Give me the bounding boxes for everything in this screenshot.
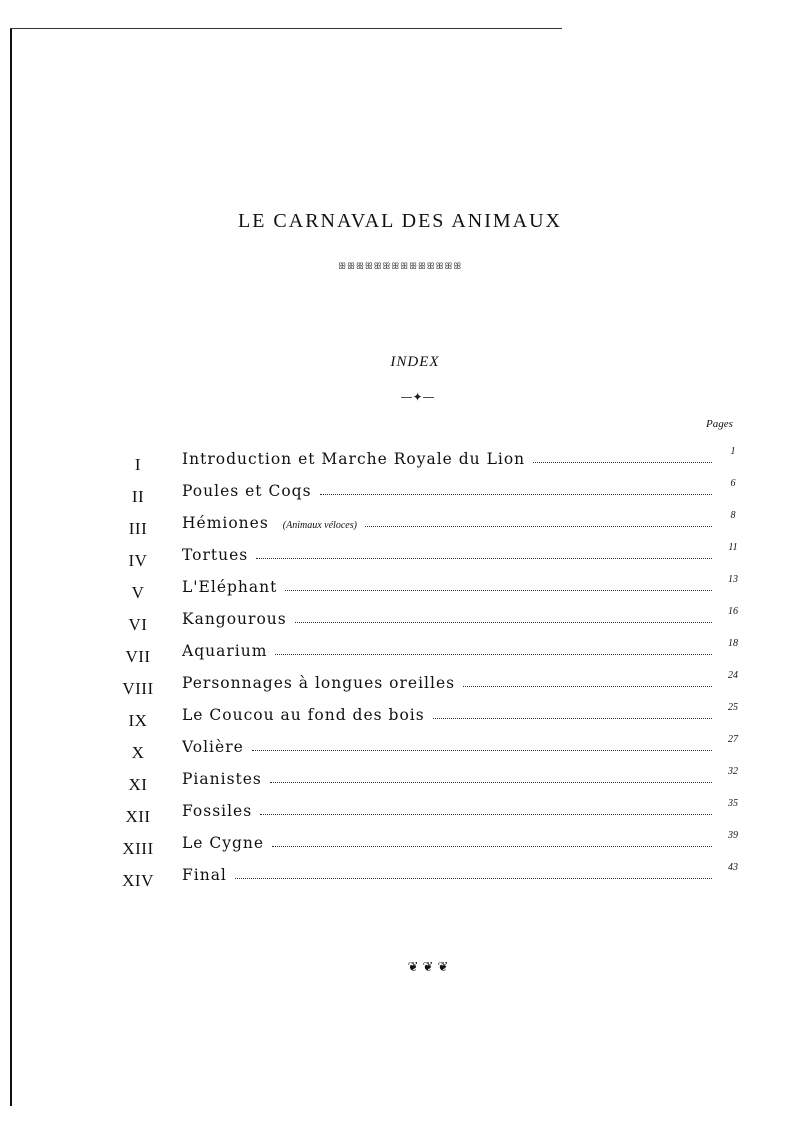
toc-title: Le Cygne <box>182 834 265 852</box>
toc-numeral: IV <box>128 551 148 570</box>
toc-entry[interactable] <box>0 732 800 764</box>
toc-entry-line <box>182 706 712 724</box>
toc-entry[interactable] <box>0 476 800 508</box>
toc-title: Kangourous <box>182 610 287 628</box>
toc-title: Le Coucou au fond des bois <box>182 706 425 724</box>
toc-entry[interactable] <box>0 860 800 892</box>
toc-entry[interactable] <box>0 540 800 572</box>
toc-title: Volière <box>182 738 244 756</box>
toc-page-number: 27 <box>728 734 738 745</box>
toc-title: Pianistes <box>182 770 262 788</box>
toc-entry-line <box>182 802 712 820</box>
toc-entry-line <box>182 738 712 756</box>
toc-subtitle: (Animaux véloces) <box>282 520 357 531</box>
toc-page-number: 18 <box>728 638 738 649</box>
leader-dots <box>463 685 712 687</box>
toc-page-number: 8 <box>730 510 736 521</box>
toc-title: Fossiles <box>182 802 253 820</box>
toc-entry[interactable] <box>0 828 800 860</box>
toc-entry[interactable] <box>0 604 800 636</box>
toc-entry[interactable] <box>0 508 800 540</box>
leader-dots <box>270 781 712 783</box>
toc-page-number: 43 <box>728 862 738 873</box>
index-divider: —✦— <box>400 390 435 404</box>
toc-entry-line <box>182 578 712 596</box>
toc-numeral: XI <box>128 775 148 794</box>
toc-entry[interactable] <box>0 444 800 476</box>
toc-title: Final <box>182 866 227 884</box>
toc-numeral: VI <box>128 615 148 634</box>
toc-numeral: XII <box>125 807 151 826</box>
pages-column-label: Pages <box>706 418 733 430</box>
toc-numeral: XIII <box>122 839 154 858</box>
toc-entry[interactable] <box>0 668 800 700</box>
toc-title: Personnages à longues oreilles <box>182 674 456 692</box>
toc-entry[interactable] <box>0 764 800 796</box>
toc-title: Aquarium <box>182 642 268 660</box>
page-top-edge <box>10 28 562 29</box>
toc-entry[interactable] <box>0 796 800 828</box>
leader-dots <box>320 493 712 495</box>
leader-dots <box>433 717 712 719</box>
title-ornament: ꕥꕥꕥꕥꕥꕥꕥꕥꕥꕥꕥꕥꕥꕥ <box>338 262 462 272</box>
toc-numeral: III <box>128 519 148 538</box>
end-ornament: ❦❦❦ <box>407 960 453 975</box>
toc-entry-line <box>182 770 712 788</box>
toc-page-number: 32 <box>728 766 738 777</box>
toc-entry-line <box>182 546 712 564</box>
toc-entry-line <box>182 642 712 660</box>
toc-numeral: V <box>131 583 145 602</box>
toc-page-number: 24 <box>728 670 738 681</box>
toc-title: Introduction et Marche Royale du Lion <box>182 450 526 468</box>
toc-numeral: VIII <box>122 679 154 698</box>
toc-title: Tortues <box>182 546 249 564</box>
leader-dots <box>285 589 712 591</box>
toc-numeral: I <box>134 455 142 474</box>
toc-entry-line <box>182 866 712 884</box>
leader-dots <box>365 525 712 527</box>
leader-dots <box>272 845 712 847</box>
toc-entry[interactable] <box>0 572 800 604</box>
toc-page-number: 25 <box>728 702 738 713</box>
leader-dots <box>275 653 712 655</box>
leader-dots <box>533 461 712 463</box>
toc-page-number: 13 <box>728 574 738 585</box>
toc-entry-line <box>182 610 712 628</box>
index-heading: INDEX <box>390 354 440 370</box>
toc-numeral: VII <box>125 647 151 666</box>
toc-page-number: 6 <box>730 478 736 489</box>
toc-entry[interactable] <box>0 700 800 732</box>
toc-numeral: X <box>131 743 145 762</box>
toc-page-number: 16 <box>728 606 738 617</box>
leader-dots <box>256 557 712 559</box>
toc-entry-line <box>182 514 712 532</box>
toc-title: Hémiones <box>182 514 269 532</box>
toc-page-number: 35 <box>728 798 738 809</box>
toc-numeral: II <box>131 487 145 506</box>
leader-dots <box>235 877 712 879</box>
toc-numeral: XIV <box>122 871 154 890</box>
toc-entry-line <box>182 674 712 692</box>
toc-entry-line <box>182 450 712 468</box>
toc-page-number: 11 <box>728 542 738 553</box>
toc-page-number: 39 <box>728 830 738 841</box>
toc-entry[interactable] <box>0 636 800 668</box>
toc-page-number: 1 <box>730 446 736 457</box>
leader-dots <box>260 813 712 815</box>
leader-dots <box>295 621 712 623</box>
toc-title: L'Eléphant <box>182 578 278 596</box>
page-title: LE CARNAVAL DES ANIMAUX <box>238 210 562 232</box>
leader-dots <box>252 749 712 751</box>
toc-numeral: IX <box>128 711 148 730</box>
toc-entry-line <box>182 482 712 500</box>
toc-entry-line <box>182 834 712 852</box>
toc-title: Poules et Coqs <box>182 482 312 500</box>
